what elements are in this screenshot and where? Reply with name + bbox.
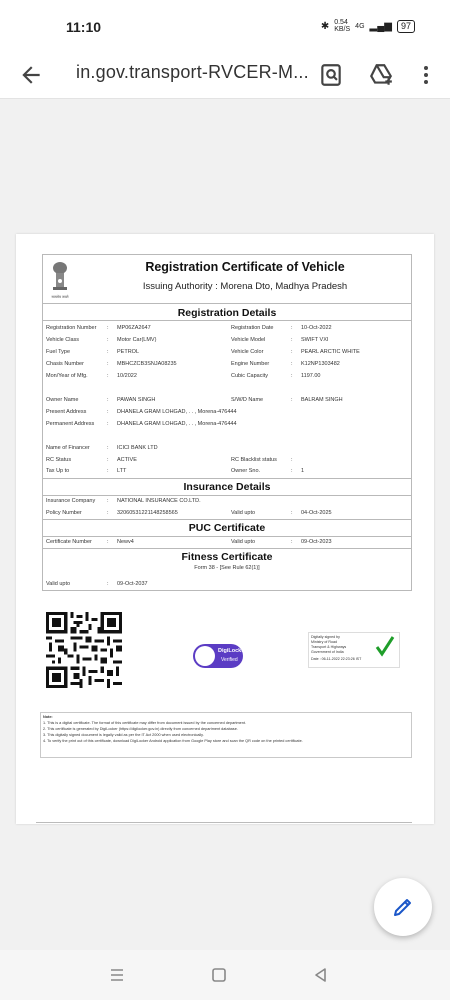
status-icons: [321, 19, 415, 33]
rc-status-value: ACTIVE: [117, 457, 137, 463]
swd-label: S/W/D Name: [231, 397, 264, 403]
policy-value: 32060531221148258565: [117, 510, 178, 516]
signal-icon: ▂▄▆: [369, 20, 392, 32]
present-address-value: DHANELA GRAM LOHGAD, . . , Morena-476444: [117, 409, 237, 415]
sep: :: [291, 457, 293, 463]
divider: [43, 495, 411, 496]
divider: [43, 320, 411, 321]
verified-label: Verified: [221, 657, 238, 663]
battery-icon: 97: [397, 20, 415, 33]
more-vert-icon[interactable]: [414, 62, 438, 88]
sep: :: [107, 421, 109, 427]
sep: :: [107, 397, 109, 403]
fitness-valid-value: 09-Oct-2037: [117, 581, 148, 587]
reg-value: PETROL: [117, 349, 140, 355]
reg-label: Cubic Capacity: [231, 373, 268, 379]
fitness-heading: Fitness Certificate: [181, 551, 273, 563]
national-emblem-icon: [49, 258, 71, 300]
reg-label: Vehicle Color: [231, 349, 264, 355]
reg-label: Fuel Type: [46, 349, 71, 355]
sep: :: [291, 510, 293, 516]
lens-icon[interactable]: [318, 62, 344, 88]
sep: :: [291, 539, 293, 545]
owner-sno-value: 1: [301, 468, 305, 474]
sep: :: [107, 445, 109, 451]
divider: [43, 519, 411, 520]
rc-status-label: RC Status: [46, 457, 72, 463]
signature-line: Transport & Highways: [311, 645, 347, 649]
page-divider: [36, 822, 412, 823]
note-line: 1. This is a digital certificate. The format of this certificate may differ from document issued by the concerned department.: [43, 721, 247, 725]
present-address-label: Present Address: [46, 409, 87, 415]
puc-valid-label: Valid upto: [231, 539, 256, 545]
digilocker-label: DigiLocker: [218, 648, 247, 654]
reg-value: 10/2022: [117, 373, 137, 379]
permanent-address-label: Permanent Address: [46, 421, 95, 427]
note-box: [40, 712, 412, 758]
reg-label: Registration Date: [231, 325, 274, 331]
digilocker-verified-badge: [193, 644, 247, 668]
sep: :: [107, 581, 109, 587]
registration-heading: Registration Details: [177, 307, 277, 319]
certificate-box: [42, 254, 412, 591]
sep: :: [107, 349, 109, 355]
note-heading: Note:: [43, 715, 53, 719]
sep: :: [291, 373, 293, 379]
certificate-header: [43, 255, 411, 304]
owner-sno-label: Owner Sno.: [231, 468, 261, 474]
sep: :: [291, 361, 293, 367]
status-time: 11:10: [66, 19, 102, 35]
puc-number-value: Newv4: [117, 539, 134, 545]
certificate-title: Registration Certificate of Vehicle: [145, 260, 345, 274]
reg-label: Vehicle Class: [46, 337, 80, 343]
owner-value: PAWAN SINGH: [117, 397, 156, 403]
recents-icon[interactable]: [106, 964, 128, 986]
divider: [43, 478, 411, 479]
note-line: 2. This certificate is generated by DigiLocker (https://digilocker.gov.in) directly from concerned department database.: [43, 727, 238, 731]
permanent-address-value: DHANELA GRAM LOHGAD, . . , Morena-476444: [117, 421, 237, 427]
divider: [43, 536, 411, 537]
fitness-valid-label: Valid upto: [46, 581, 71, 587]
url-text[interactable]: in.gov.transport-RVCER-M...: [76, 62, 309, 82]
reg-label: Mon/Year of Mfg.: [46, 373, 88, 379]
sep: :: [107, 539, 109, 545]
signature-line: Digitally signed by: [311, 635, 340, 639]
sep: :: [291, 349, 293, 355]
emblem-caption: सत्यमेव जयते: [51, 295, 69, 299]
financer-value: ICICI BANK LTD: [117, 445, 158, 451]
puc-number-label: Certificate Number: [46, 539, 92, 545]
divider: [43, 548, 411, 549]
reg-value: PEARL ARCTIC WHITE: [301, 349, 360, 355]
edit-pencil-icon: [391, 895, 415, 919]
sep: :: [291, 337, 293, 343]
financer-label: Name of Financer: [46, 445, 90, 451]
reg-value: SWIFT VXI: [301, 337, 329, 343]
policy-label: Policy Number: [46, 510, 82, 516]
note-line: 4. To verify the print out of this certificate, download DigiLocker Android application from Google Play store and scan the QR code on the printed certificate.: [43, 739, 303, 743]
network-label: 4G: [355, 22, 365, 30]
sep: :: [107, 409, 109, 415]
fitness-form: Form 38 - [See Rule 62(1)]: [194, 565, 260, 571]
net-speed-unit: KB/S: [334, 26, 351, 33]
insurance-company-value: NATIONAL INSURANCE CO.LTD.: [117, 498, 201, 504]
qr-code: [46, 612, 122, 688]
edit-fab-button[interactable]: [374, 878, 432, 936]
system-nav-bar: [0, 950, 450, 1000]
browser-toolbar: [0, 52, 450, 99]
status-bar: [0, 0, 450, 52]
insurance-valid-label: Valid upto: [231, 510, 256, 516]
puc-heading: PUC Certificate: [188, 522, 266, 534]
puc-valid-value: 09-Oct-2023: [301, 539, 332, 545]
insurance-company-label: Insurance Company: [46, 498, 96, 504]
checkmark-icon: [375, 635, 395, 657]
sep: :: [107, 498, 109, 504]
sep: :: [107, 373, 109, 379]
sep: :: [291, 325, 293, 331]
swd-value: BALRAM SINGH: [301, 397, 343, 403]
owner-label: Owner Name: [46, 397, 79, 403]
back-arrow-icon[interactable]: [18, 62, 44, 88]
note-line: 3. This digitally signed document is legally valid as per the IT Act 2000 when used electronically.: [43, 733, 204, 737]
sep: :: [107, 325, 109, 331]
rc-blacklist-label: RC Blacklist status: [231, 457, 277, 463]
reg-label: Registration Number: [46, 325, 97, 331]
drive-add-icon[interactable]: [368, 62, 394, 88]
digilocker-logo-icon: [195, 646, 215, 666]
sep: :: [107, 361, 109, 367]
reg-value: K12NP1303482: [301, 361, 340, 367]
tax-value: LTT: [117, 468, 127, 474]
sep: :: [107, 468, 109, 474]
signature-line: Government of India: [311, 650, 344, 654]
sep: :: [291, 397, 293, 403]
reg-value: 10-Oct-2022: [301, 325, 332, 331]
signature-line: Ministry of Road: [311, 640, 337, 644]
reg-value: MBHCZCB3SNJA08235: [117, 361, 177, 367]
reg-label: Engine Number: [231, 361, 270, 367]
reg-value: 1197.00: [301, 373, 321, 379]
net-speed-value: 0.54: [334, 19, 348, 26]
sep: :: [107, 510, 109, 516]
insurance-heading: Insurance Details: [183, 481, 271, 493]
reg-value: MP06ZA2647: [117, 325, 151, 331]
reg-label: Chasis Number: [46, 361, 84, 367]
issuing-authority: Issuing Authority : Morena Dto, Madhya Pradesh: [142, 281, 348, 292]
digital-signature-box: [308, 632, 400, 668]
sep: :: [107, 457, 109, 463]
bluetooth-icon: ✱: [320, 20, 330, 32]
sep: :: [107, 337, 109, 343]
back-nav-icon[interactable]: [310, 964, 332, 986]
sep: :: [291, 468, 293, 474]
reg-value: Motor Car(LMV): [117, 337, 157, 343]
reg-label: Vehicle Model: [231, 337, 266, 343]
net-speed: [334, 19, 350, 33]
home-icon[interactable]: [208, 964, 230, 986]
tax-label: Tax Up to: [46, 468, 70, 474]
signature-date: Date : 06-11-2022 22:23:26 IST: [311, 657, 362, 661]
insurance-valid-value: 04-Oct-2025: [301, 510, 332, 516]
